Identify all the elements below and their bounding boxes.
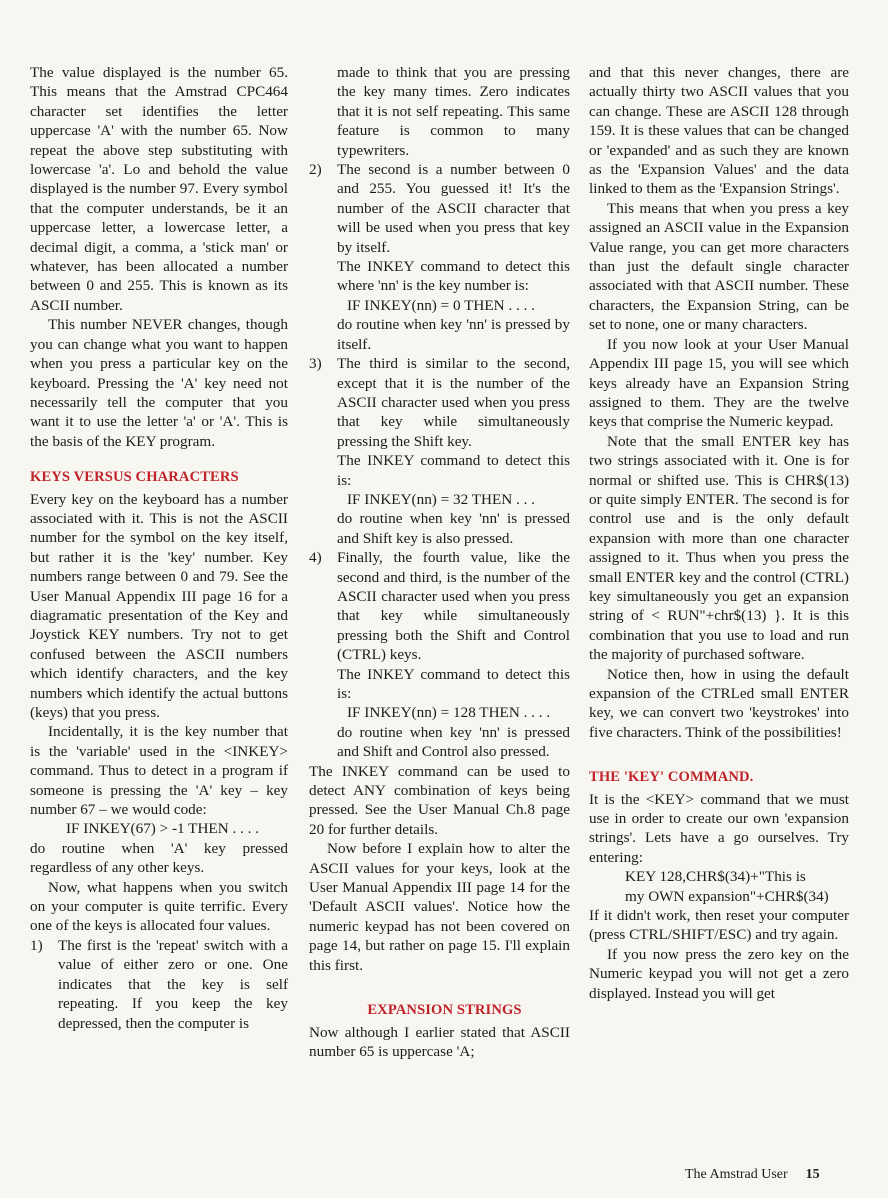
paragraph: This number NEVER changes, though you can change what you want to happen when you press a particular key on the keyboard. Pressing the 'A' key need not necessarily tell the computer that you want it to use the letter 'a' or 'A'. This is the basis of the KEY program. bbox=[30, 316, 288, 450]
section-heading: EXPANSION STRINGS bbox=[367, 1002, 522, 1019]
section-heading: KEYS VERSUS CHARACTERS bbox=[30, 469, 239, 486]
list-item-detail bbox=[309, 665, 570, 762]
paragraph: If you now look at your User Manual Appendix III page 15, you will see which keys already have an Expansion String assigned to them. They are the twelve keys that comprise the Numeric keypad. bbox=[589, 335, 849, 431]
code-line: IF INKEY(nn) = 128 THEN . . . . bbox=[347, 704, 551, 722]
page-number: 15 bbox=[805, 1167, 820, 1182]
list-number: 4) bbox=[309, 549, 322, 567]
paragraph: Notice then, how in using the default expansion of the CTRLed small ENTER key, we can convert two 'keystrokes' into five characters. Think of the possibilities! bbox=[589, 665, 849, 741]
list-text: The first is the 'repeat' switch with a value of either zero or one. One indicates that the key is self repeating. If you keep the key depressed, then the computer is bbox=[58, 936, 288, 1032]
column-1 bbox=[30, 63, 288, 1033]
code-line: IF INKEY(67) > -1 THEN . . . . bbox=[66, 820, 260, 838]
paragraph: If you now press the zero key on the Numeric keypad you will not get a zero displayed. Instead you will get bbox=[589, 945, 849, 1002]
paragraph: The INKEY command to detect this where 'nn' is the key number is: bbox=[337, 258, 570, 295]
list-item-detail bbox=[309, 257, 570, 354]
paragraph: do routine when key 'nn' is pressed and Shift key is also pressed. bbox=[337, 510, 570, 547]
list-item bbox=[309, 548, 570, 664]
paragraph: do routine when key 'nn' is pressed and Shift and Control also pressed. bbox=[337, 723, 570, 761]
list-text: Finally, the fourth value, like the second and third, is the number of the ASCII character used when you press that key while simultaneously pressing both the Shift and Control (CTRL) keys. bbox=[337, 549, 570, 664]
paragraph: Every key on the keyboard has a number associated with it. This is not the ASCII number for the symbol on the key itself, but rather it is the 'key' number. Key numbers range between 0 and 79. See the User Manual Appendix III page 16 for a diagramatic presentation of the Key and Joystick KEY numbers. Try not to get confused between the ASCII numbers which identify characters, and the key numbers which identify the actual buttons (keys) that you press. bbox=[30, 490, 288, 721]
list-text: The second is a number between 0 and 255. You guessed it! It's the number of the ASCII character that will be used when you press that key by itself. bbox=[337, 161, 570, 256]
paragraph: do routine when key 'nn' is pressed by itself. bbox=[337, 316, 570, 353]
list-number: 2) bbox=[309, 161, 322, 179]
paragraph: Now, what happens when you switch on your computer is quite terrific. Every one of the keys is allocated four values. bbox=[30, 878, 288, 935]
code-line: IF INKEY(nn) = 0 THEN . . . . bbox=[347, 296, 535, 314]
paragraph: The INKEY command can be used to detect ANY combination of keys being pressed. See the User Manual Ch.8 page 20 for further details. bbox=[309, 762, 570, 838]
paragraph: If it didn't work, then reset your computer (press CTRL/SHIFT/ESC) and try again. bbox=[589, 907, 849, 944]
paragraph: Now although I earlier stated that ASCII number 65 is uppercase 'A; bbox=[309, 1023, 570, 1060]
paragraph: Note that the small ENTER key has two strings associated with it. One is for normal or shifted use. This is CHR$(13) or quite simply ENTER. The second is for control use and is the only default expansion with more than one character assigned to it. Thus when you press the small ENTER key and the control (CTRL) key simultaneously you get an expansion string of < RUN"+chr$(13) }. It is this combination that you use to load and run the majority of purchased software. bbox=[589, 432, 849, 664]
paragraph: and that this never changes, there are actually thirty two ASCII values that you can change. These are ASCII 128 through 159. It is these values that can be changed or 'expanded' and as such they are known as the 'Expansion Values' and the data linked to them as the 'Expansion Strings'. bbox=[589, 64, 849, 198]
section-heading: THE 'KEY' COMMAND. bbox=[589, 769, 754, 786]
paragraph: The INKEY command to detect this is: bbox=[337, 452, 570, 489]
code-line: my OWN expansion"+CHR$(34) bbox=[625, 887, 829, 905]
paragraph: This means that when you press a key assigned an ASCII value in the Expansion Value range, you can get more characters than just the default single character associated with that ASCII number. These characters, the Expansion String, can be set to none, one or many characters. bbox=[589, 199, 849, 334]
list-item bbox=[30, 936, 288, 1033]
list-number: 1) bbox=[30, 936, 43, 954]
list-item bbox=[309, 160, 570, 257]
paragraph: The value displayed is the number 65. This means that the Amstrad CPC464 character set identifies the letter uppercase 'A' with the number 65. Now repeat the above step substituting with lowercase 'a'. Lo and behold the value displayed is the number 97. Every symbol that the computer understands, be it an uppercase letter, a lowercase letter, a decimal digit, a comma, a 'stick man' or whatever, has been allocated a number between 0 and 255. This is known as its ASCII number. bbox=[30, 64, 288, 314]
list-item bbox=[309, 354, 570, 451]
page-footer bbox=[685, 1167, 820, 1183]
code-line: KEY 128,CHR$(34)+"This is bbox=[625, 868, 806, 886]
paragraph: Incidentally, it is the key number that is the 'variable' used in the <INKEY> command. Thus to detect in a program if someone is pressing the 'A' key – key number 67 – we would code: bbox=[30, 723, 288, 819]
paragraph: Now before I explain how to alter the ASCII values for your keys, look at the User Manual Appendix III page 14 for the 'Default ASCII values'. Notice how the numeric keypad has not been covered on page 14, but rather on page 15. I'll explain this first. bbox=[309, 840, 570, 974]
paragraph: do routine when 'A' key pressed regardless of any other keys. bbox=[30, 839, 288, 877]
paragraph: The INKEY command to detect this is: bbox=[337, 665, 570, 702]
code-line: IF INKEY(nn) = 32 THEN . . . bbox=[347, 490, 535, 508]
magazine-name: The Amstrad User bbox=[685, 1167, 788, 1182]
list-number: 3) bbox=[309, 355, 322, 373]
column-3 bbox=[589, 63, 849, 1003]
paragraph: It is the <KEY> command that we must use in order to create our own 'expansion strings'. Lets have a go ourselves. Try entering: bbox=[589, 790, 849, 866]
column-2 bbox=[309, 63, 570, 1061]
paragraph: made to think that you are pressing the key many times. Zero indicates that it is not self repeating. This same feature is common to many typewriters. bbox=[337, 64, 570, 159]
list-item-detail bbox=[309, 451, 570, 548]
list-text: The third is similar to the second, except that it is the number of the ASCII character used when you press that key while simultaneously pressing the Shift key. bbox=[337, 355, 570, 450]
